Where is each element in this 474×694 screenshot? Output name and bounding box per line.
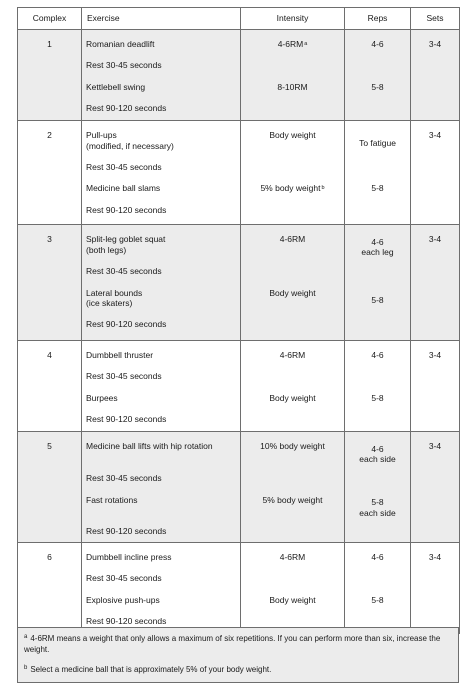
reps-value <box>345 366 410 388</box>
table-row <box>18 121 460 225</box>
reps-line: 4-6 <box>371 349 384 360</box>
reps-line: each side <box>359 507 396 518</box>
reps-value <box>345 568 410 590</box>
intensity-text: Body weight <box>269 594 316 605</box>
exercise-name: Kettlebell swing <box>86 81 146 92</box>
exercise-name: Rest 30-45 seconds <box>86 60 162 70</box>
reps-cell <box>345 30 411 121</box>
header-intensity: Intensity <box>241 8 345 30</box>
complex-number: 1 <box>47 38 52 49</box>
exercise-name: Rest 90-120 seconds <box>86 414 167 424</box>
footnote-reference: b <box>321 185 325 191</box>
intensity-value <box>241 98 344 120</box>
intensity-cell <box>241 225 345 341</box>
exercise-name: Dumbbell thruster <box>86 349 154 360</box>
exercise-name: Rest 90-120 seconds <box>86 616 167 626</box>
reps-line: 5-8 <box>371 497 384 507</box>
reps-value <box>345 589 410 611</box>
table-header-row <box>18 8 460 30</box>
training-complex-table <box>17 7 460 634</box>
intensity-text: 5% body weight <box>260 183 321 193</box>
complex-number-cell <box>18 341 82 432</box>
exercise-line: Fast rotations <box>86 494 138 505</box>
reps-value <box>345 199 410 221</box>
intensity-value <box>241 409 344 431</box>
sets-cell <box>411 30 460 121</box>
intensity-cell <box>241 341 345 432</box>
intensity-value <box>241 568 344 590</box>
reps-value <box>345 228 410 260</box>
exercise-line: (modified, if necessary) <box>86 140 174 151</box>
exercise-name: Rest 30-45 seconds <box>86 161 162 172</box>
complex-number-cell <box>18 30 82 121</box>
intensity-text: 4-6RM <box>277 38 304 49</box>
intensity-value <box>241 156 344 178</box>
sets-value: 3-4 <box>428 129 442 140</box>
reps-value <box>345 33 410 55</box>
complex-number-cell <box>18 121 82 225</box>
exercise-line: Medicine ball lifts with hip rotation <box>86 441 213 451</box>
sets-cell <box>411 341 460 432</box>
sets-value: 3-4 <box>428 440 442 451</box>
table-row <box>18 225 460 341</box>
reps-value <box>345 282 410 314</box>
intensity-text: 4-6RM <box>279 234 306 244</box>
exercise-name: Medicine ball slams <box>86 183 161 193</box>
reps-value <box>345 178 410 200</box>
intensity-value <box>241 260 344 282</box>
exercise-cell <box>82 225 241 341</box>
intensity-text: 10% body weight <box>260 441 325 451</box>
header-sets: Sets <box>411 8 460 30</box>
intensity-value <box>241 314 344 336</box>
reps-value <box>345 521 410 543</box>
reps-line: 4-6 <box>371 443 384 454</box>
exercise-name <box>82 435 240 467</box>
exercise-name: Rest 90-120 seconds <box>86 204 167 215</box>
footnote-text: Select a medicine ball that is approximately 5% of your body weight. <box>30 665 272 674</box>
footnote-mark: a <box>24 634 28 640</box>
table-row <box>18 341 460 432</box>
intensity-cell <box>241 432 345 543</box>
reps-cell <box>345 341 411 432</box>
intensity-text: 4-6RM <box>279 349 306 360</box>
exercise-line: Pull-ups <box>86 130 117 140</box>
sets-value: 3-4 <box>428 349 442 360</box>
reps-value <box>345 344 410 366</box>
footnote-mark: b <box>24 665 28 671</box>
exercise-line: (both legs) <box>86 244 127 255</box>
exercise-name <box>82 228 240 260</box>
exercise-cell <box>82 30 241 121</box>
intensity-cell <box>241 121 345 225</box>
intensity-value <box>241 366 344 388</box>
reps-value <box>345 409 410 431</box>
reps-line: each side <box>359 454 396 464</box>
reps-value <box>345 98 410 120</box>
exercise-cell <box>82 341 241 432</box>
reps-line: 5-8 <box>371 594 384 605</box>
reps-value <box>345 156 410 178</box>
intensity-value <box>241 344 344 366</box>
reps-value <box>345 489 410 521</box>
intensity-value <box>241 124 344 156</box>
intensity-value <box>241 33 344 55</box>
reps-line: 4-6 <box>371 236 384 247</box>
exercise-name: Rest 30-45 seconds <box>86 472 162 483</box>
intensity-value <box>241 387 344 409</box>
footnote-reference: a <box>304 40 308 47</box>
intensity-value <box>241 521 344 543</box>
exercise-cell <box>82 121 241 225</box>
intensity-value <box>241 435 344 467</box>
reps-cell <box>345 432 411 543</box>
header-reps: Reps <box>345 8 411 30</box>
table-row <box>18 432 460 543</box>
complex-number: 4 <box>47 349 52 360</box>
sets-value: 3-4 <box>428 38 442 49</box>
intensity-value <box>241 55 344 77</box>
reps-cell <box>345 121 411 225</box>
exercise-line: (ice skaters) <box>86 298 133 308</box>
complex-number: 5 <box>47 440 52 451</box>
sets-value: 3-4 <box>428 233 442 244</box>
exercise-name: Dumbbell incline press <box>86 551 172 562</box>
table-row <box>18 30 460 121</box>
intensity-text: 4-6RM <box>279 551 306 562</box>
intensity-value <box>241 546 344 568</box>
sets-cell <box>411 432 460 543</box>
reps-line: 5-8 <box>371 81 384 92</box>
reps-line: 5-8 <box>371 295 384 306</box>
exercise-name: Romanian deadlift <box>86 38 155 49</box>
reps-value <box>345 387 410 409</box>
sets-cell <box>411 121 460 225</box>
reps-value <box>345 55 410 77</box>
complex-number-cell <box>18 225 82 341</box>
complex-number: 6 <box>47 551 52 562</box>
sets-cell <box>411 543 460 634</box>
intensity-value <box>241 489 344 521</box>
reps-cell <box>345 543 411 634</box>
footnote-a <box>24 632 448 655</box>
exercise-name: Rest 30-45 seconds <box>86 265 162 276</box>
reps-line: 5-8 <box>371 183 384 193</box>
exercise-name <box>82 282 240 314</box>
intensity-value <box>241 178 344 200</box>
footnotes <box>17 627 459 683</box>
reps-value <box>345 546 410 568</box>
exercise-name: Explosive push-ups <box>86 594 160 605</box>
reps-line: 4-6 <box>371 38 384 49</box>
exercise-name: Burpees <box>86 392 118 403</box>
exercise-name: Rest 30-45 seconds <box>86 573 162 583</box>
intensity-cell <box>241 30 345 121</box>
sets-value: 3-4 <box>428 551 442 562</box>
intensity-text: 8-10RM <box>277 81 308 92</box>
complex-number: 3 <box>47 233 52 244</box>
intensity-value <box>241 467 344 489</box>
complex-number-cell <box>18 432 82 543</box>
exercise-name: Rest 90-120 seconds <box>86 103 167 113</box>
reps-line: each leg <box>361 247 394 257</box>
intensity-value <box>241 589 344 611</box>
reps-value <box>345 260 410 282</box>
sets-cell <box>411 225 460 341</box>
header-exercise: Exercise <box>82 8 241 30</box>
complex-number: 2 <box>47 129 52 140</box>
intensity-value <box>241 199 344 221</box>
exercise-name: Rest 90-120 seconds <box>86 319 167 329</box>
intensity-text: Body weight <box>269 392 316 403</box>
intensity-value <box>241 228 344 260</box>
reps-value <box>345 314 410 336</box>
footnote-text: 4-6RM means a weight that only allows a maximum of six repetitions. If you can perform more than six, increase the weight. <box>24 634 441 654</box>
intensity-text: 5% body weight <box>262 494 323 505</box>
intensity-value <box>241 282 344 314</box>
intensity-text: Body weight <box>269 130 316 140</box>
reps-line: 5-8 <box>371 392 384 403</box>
header-complex: Complex <box>18 8 82 30</box>
intensity-cell <box>241 543 345 634</box>
exercise-name <box>82 489 240 521</box>
exercise-cell <box>82 543 241 634</box>
reps-value <box>345 467 410 489</box>
footnote-b <box>24 663 448 676</box>
exercise-line: Lateral bounds <box>86 287 143 298</box>
intensity-value <box>241 76 344 98</box>
table-row <box>18 543 460 634</box>
exercise-name: Rest 90-120 seconds <box>86 526 167 536</box>
reps-value <box>345 76 410 98</box>
reps-value <box>345 435 410 467</box>
complex-number-cell <box>18 543 82 634</box>
reps-value <box>345 124 410 156</box>
intensity-text: Body weight <box>269 287 316 298</box>
reps-line: To fatigue <box>359 137 396 148</box>
reps-cell <box>345 225 411 341</box>
reps-line: 4-6 <box>371 551 384 562</box>
exercise-cell <box>82 432 241 543</box>
exercise-name <box>82 124 240 156</box>
exercise-name: Rest 30-45 seconds <box>86 371 162 381</box>
exercise-line: Split-leg goblet squat <box>86 234 166 244</box>
